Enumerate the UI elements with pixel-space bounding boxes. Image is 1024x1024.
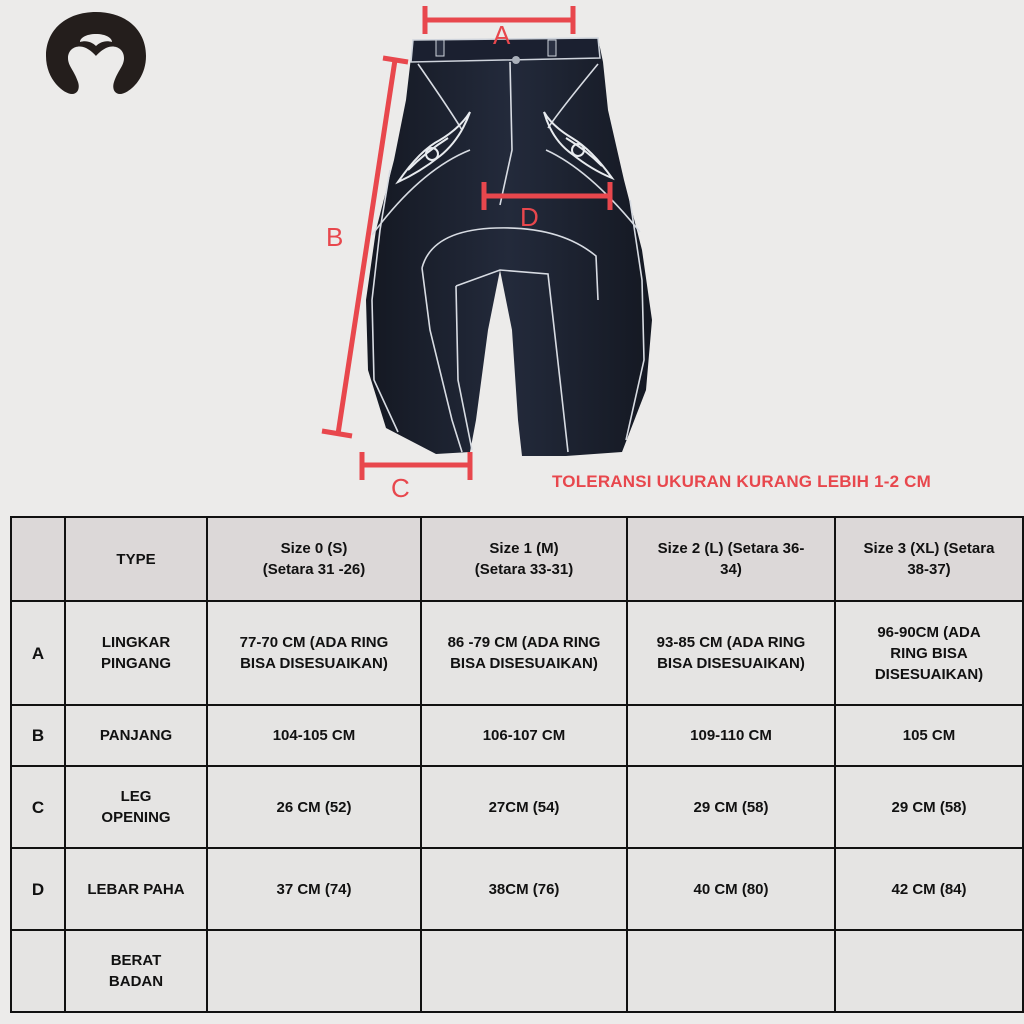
header-size-0: Size 0 (S) (Setara 31 -26) [207,517,421,601]
cell-value: 105 CM [835,705,1023,766]
cell-value: 42 CM (84) [835,848,1023,930]
cell-value: 104-105 CM [207,705,421,766]
measure-guide-c [362,452,470,480]
cell-value: 40 CM (80) [627,848,835,930]
row-type: PANJANG [65,705,207,766]
cell-value [207,930,421,1012]
table-header-row [11,517,1023,601]
guide-label-d: D [520,202,539,232]
row-type: LINGKAR PINGANG [65,601,207,705]
table-row [11,848,1023,930]
table-row [11,930,1023,1012]
guide-label-b: B [326,222,344,252]
product-figure [0,0,1024,510]
table-row [11,601,1023,705]
jeans-image [366,38,652,456]
cell-value: 26 CM (52) [207,766,421,848]
cell-value: 38CM (76) [421,848,627,930]
cell-value: 77-70 CM (ADA RING BISA DISESUAIKAN) [207,601,421,705]
cell-value [627,930,835,1012]
cell-value: 29 CM (58) [835,766,1023,848]
table-row [11,705,1023,766]
table-row [11,766,1023,848]
row-type: LEG OPENING [65,766,207,848]
row-key: C [11,766,65,848]
row-type: LEBAR PAHA [65,848,207,930]
header-size-3: Size 3 (XL) (Setara 38-37) [835,517,1023,601]
size-chart-table [10,516,1024,1013]
cell-value [835,930,1023,1012]
header-type: TYPE [65,517,207,601]
tolerance-note: TOLERANSI UKURAN KURANG LEBIH 1-2 CM [552,472,932,491]
cell-value: 86 -79 CM (ADA RING BISA DISESUAIKAN) [421,601,627,705]
cell-value: 93-85 CM (ADA RING BISA DISESUAIKAN) [627,601,835,705]
header-size-2: Size 2 (L) (Setara 36- 34) [627,517,835,601]
cell-value: 106-107 CM [421,705,627,766]
guide-label-a: A [493,20,511,50]
cell-value: 27CM (54) [421,766,627,848]
row-key: B [11,705,65,766]
cell-value: 96-90CM (ADA RING BISA DISESUAIKAN) [835,601,1023,705]
header-size-1: Size 1 (M) (Setara 33-31) [421,517,627,601]
guide-label-c: C [391,473,410,503]
cell-value: 29 CM (58) [627,766,835,848]
row-key: A [11,601,65,705]
cell-value: 37 CM (74) [207,848,421,930]
row-key: D [11,848,65,930]
row-type: BERAT BADAN [65,930,207,1012]
cell-value [421,930,627,1012]
cell-value: 109-110 CM [627,705,835,766]
header-key [11,517,65,601]
row-key [11,930,65,1012]
